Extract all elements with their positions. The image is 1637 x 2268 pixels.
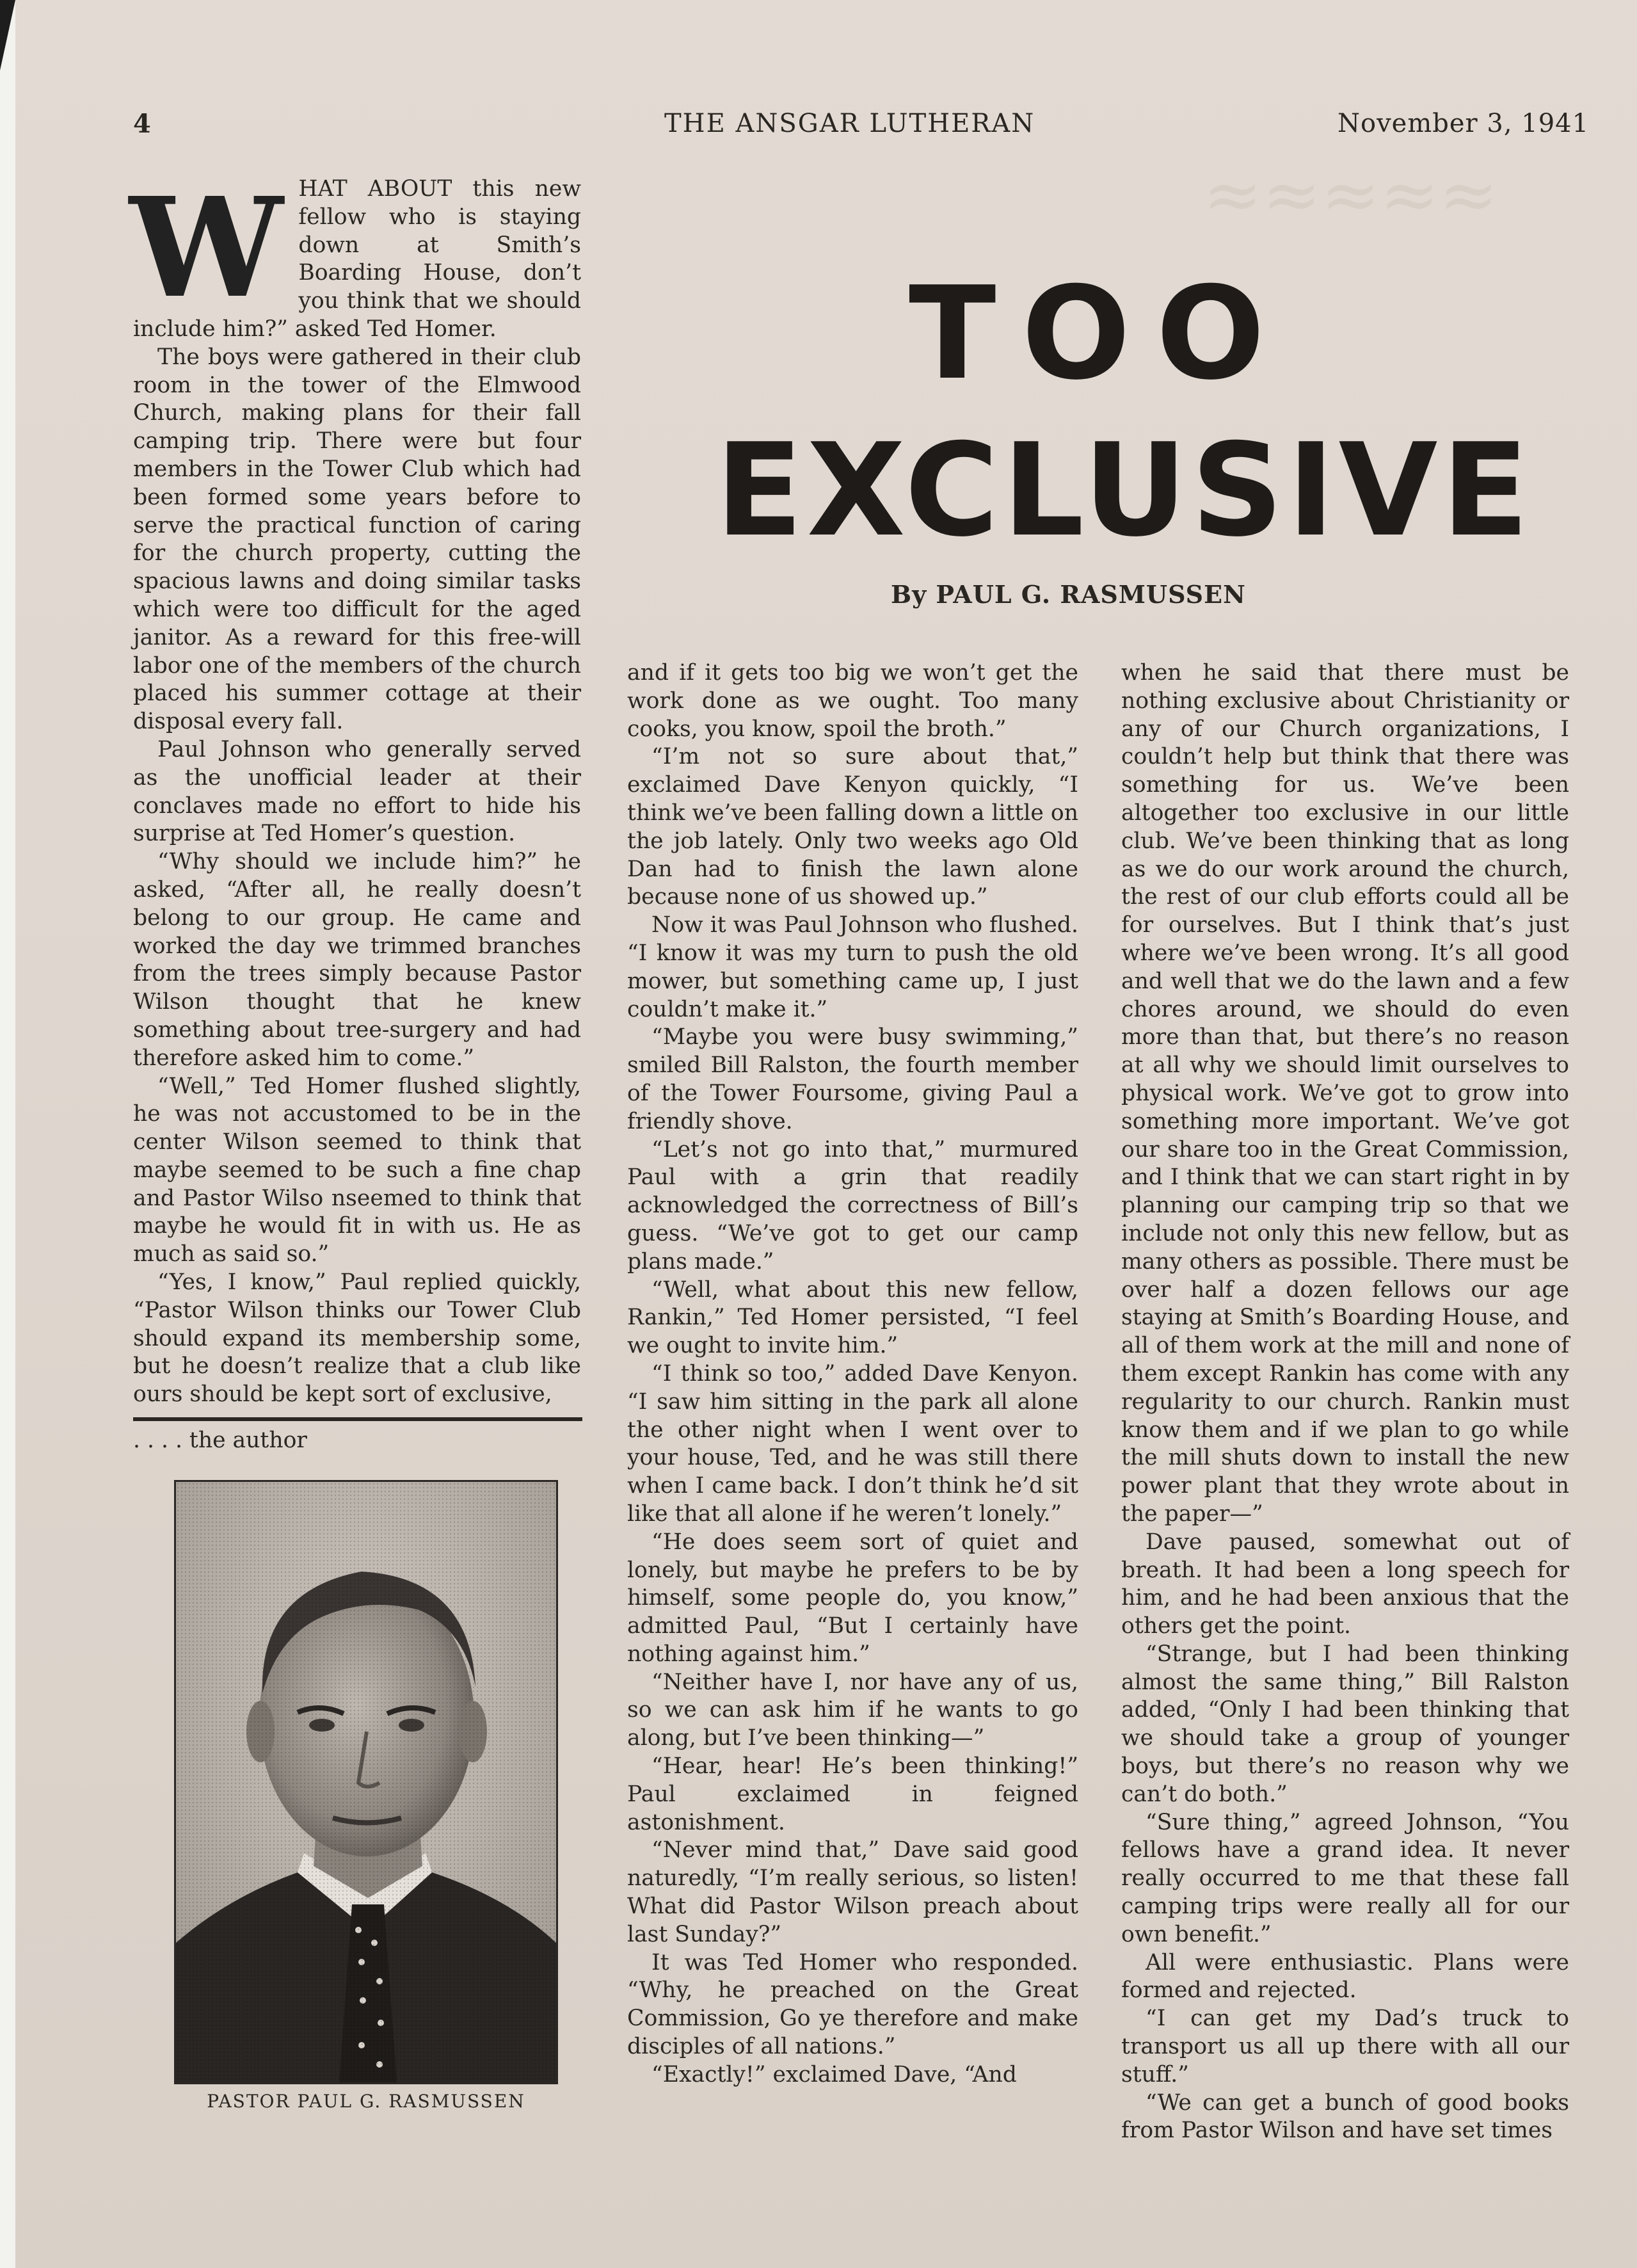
bleed-through: ≈≈≈≈≈ xyxy=(1203,154,1498,236)
paragraph: Paul Johnson who generally served as the unofficial leader at their conclaves made no effort to hide his surprise at Ted Homer’s question. xyxy=(133,736,581,847)
paragraph: “Well, what about this new fellow, Rankin,” Ted Homer persisted, “I feel we ought to invite him.” xyxy=(627,1276,1078,1359)
paragraph: “Strange, but I had been thinking almost the same thing,” Bill Ralston added, “Only I had been thinking that we should take a group of younger boys, but there’s no reason why we can’t do both.” xyxy=(1121,1641,1569,1807)
paragraph: Dave paused, somewhat out of breath. It had been a long speech for him, and he had been anxious that the others get the point. xyxy=(1121,1529,1569,1639)
paragraph: “We can get a bunch of good books from Pastor Wilson and have set times xyxy=(1121,2089,1569,2144)
article-column-3 xyxy=(1121,659,1569,2145)
paragraph: “Yes, I know,” Paul replied quickly, “Pastor Wilson thinks our Tower Club should expand its membership some, but he doesn’t realize that a club like ours should be kept sort of exclusive, xyxy=(133,1269,581,1408)
paragraph: “Never mind that,” Dave said good naturedly, “I’m really serious, so listen! What did Pastor Wilson preach about last Sunday?” xyxy=(627,1837,1078,1947)
paragraph: “Exactly!” exclaimed Dave, “And xyxy=(651,2061,1017,2087)
paragraph: “I can get my Dad’s truck to transport us all up there with all our stuff.” xyxy=(1121,2006,1569,2087)
paragraph: Now it was Paul Johnson who flushed. “I know it was my turn to push the old mower, but something came up, I just couldn’t make it.” xyxy=(627,912,1078,1022)
paragraph: “He does seem sort of quiet and lonely, but maybe he prefers to be by himself, some people do, you know,” admitted Paul, “But I certainly have nothing against him.” xyxy=(627,1529,1078,1667)
paragraph: “Sure thing,” agreed Johnson, “You fellows have a grand idea. It never really occurred to me that these fall camping trips were really all for our own benefit.” xyxy=(1121,1809,1569,1947)
page-number: 4 xyxy=(133,109,152,139)
paragraph: All were enthusiastic. Plans were formed and rejected. xyxy=(1121,1949,1569,2004)
column-rule xyxy=(133,1417,582,1421)
author-note: . . . . the author xyxy=(133,1428,307,1453)
author-photo xyxy=(174,1480,558,2084)
portrait-illustration xyxy=(176,1482,556,2082)
paragraph: HAT ABOUT this new fellow who is staying down at Smith’s Boarding House, don’t you think that we should include him?” asked Ted Homer. xyxy=(133,176,581,342)
paragraph: “Neither have I, nor have any of us, so we can ask him if he wants to go along, but I’ve been thinking—” xyxy=(627,1669,1078,1751)
scan-corner xyxy=(0,0,15,70)
paragraph: “I’m not so sure about that,” exclaimed Dave Kenyon quickly, “I think we’ve been falling down a little on the job lately. Only two weeks ago Old Dan had to finish the lawn alone because none of us showed up.” xyxy=(627,744,1078,910)
paragraph: “Hear, hear! He’s been thinking!” Paul exclaimed in feigned astonishment. xyxy=(627,1753,1078,1835)
photo-caption: PASTOR PAUL G. RASMUSSEN xyxy=(207,2091,525,2112)
paragraph: “Well,” Ted Homer flushed slightly, he was not accustomed to be in the center Wilson seemed to think that maybe seemed to be such a fine chap and Pastor Wilso nseemed to think that maybe he would fit in with us. He as much as said so.” xyxy=(133,1073,581,1267)
paragraph: The boys were gathered in their club room in the tower of the Elmwood Church, making plans for their fall camping trip. There were but four members in the Tower Club which had been formed some years before to serve the practical function of caring for the church property, cutting the spacious lawns and doing similar tasks which were too difficult for the aged janitor. As a reward for this free-will labor one of the members of the church placed his summer cottage at their disposal every fall. xyxy=(133,344,581,735)
byline: By PAUL G. RASMUSSEN xyxy=(891,580,1246,609)
paragraph: “I think so too,” added Dave Kenyon. “I saw him sitting in the park all alone the other night when I went over to your house, Ted, and he was still there when I came back. I don’t think he’d sit like that all alone if he weren’t lonely.” xyxy=(627,1360,1078,1527)
article-column-2 xyxy=(627,659,1078,2089)
paragraph: “Maybe you were busy swimming,” smiled Bill Ralston, the fourth member of the Tower Foursome, giving Paul a friendly shove. xyxy=(627,1024,1078,1134)
issue-date: November 3, 1941 xyxy=(1338,109,1590,138)
drop-cap: W xyxy=(129,168,283,328)
paragraph: “Let’s not go into that,” murmured Paul with a grin that readily acknowledged the correctness of Bill’s guess. “We’ve got to get our camp plans made.” xyxy=(627,1136,1078,1275)
paragraph: It was Ted Homer who responded. “Why, he preached on the Great Commission, Go ye therefore and make disciples of all nations.” xyxy=(627,1949,1078,2060)
publication-name: THE ANSGAR LUTHERAN xyxy=(664,109,1035,138)
paragraph: “Why should we include him?” he asked, “After all, he really doesn’t belong to our group. He came and worked the day we trimmed branches from the trees simply because Pastor Wilson thought that he knew something about tree-surgery and had therefore asked him to come.” xyxy=(133,849,581,1071)
paragraph: and if it gets too big we won’t get the work done as we ought. Too many cooks, you know, spoil the broth.” xyxy=(627,660,1078,742)
article-title-line-1: TOO xyxy=(909,259,1291,408)
paragraph: when he said that there must be nothing exclusive about Christianity or any of our Church organizations, I couldn’t help but think that there was something for us. We’ve been altogether too exclusive in our little club. We’ve been thinking that as long as we do our work around the church, the rest of our club efforts could all be for ourselves. But I think that’s just where we’ve been wrong. It’s all good and well that we do the lawn and a few chores around, we should do even more than that, but there’s no reason at all why we should limit ourselves to physical work. We’ve got to grow into something more important. We’ve got our share too in the Great Commission, and I think that we can start right in by planning our camping trip so that we include not only this new fellow, but as many others as possible. There must be over half a dozen fellows our age staying at Smith’s Boarding House, and all of them work at the mill and none of them except Rankin has come with any regularity to our church. Rankin must know them and if we plan to go while the mill shuts down to install the new power plant that they wrote about in the paper—” xyxy=(1121,660,1569,1527)
article-title-line-2: EXCLUSIVE xyxy=(715,416,1533,565)
article-column-1 xyxy=(129,168,581,1409)
scan-edge xyxy=(0,0,15,2268)
